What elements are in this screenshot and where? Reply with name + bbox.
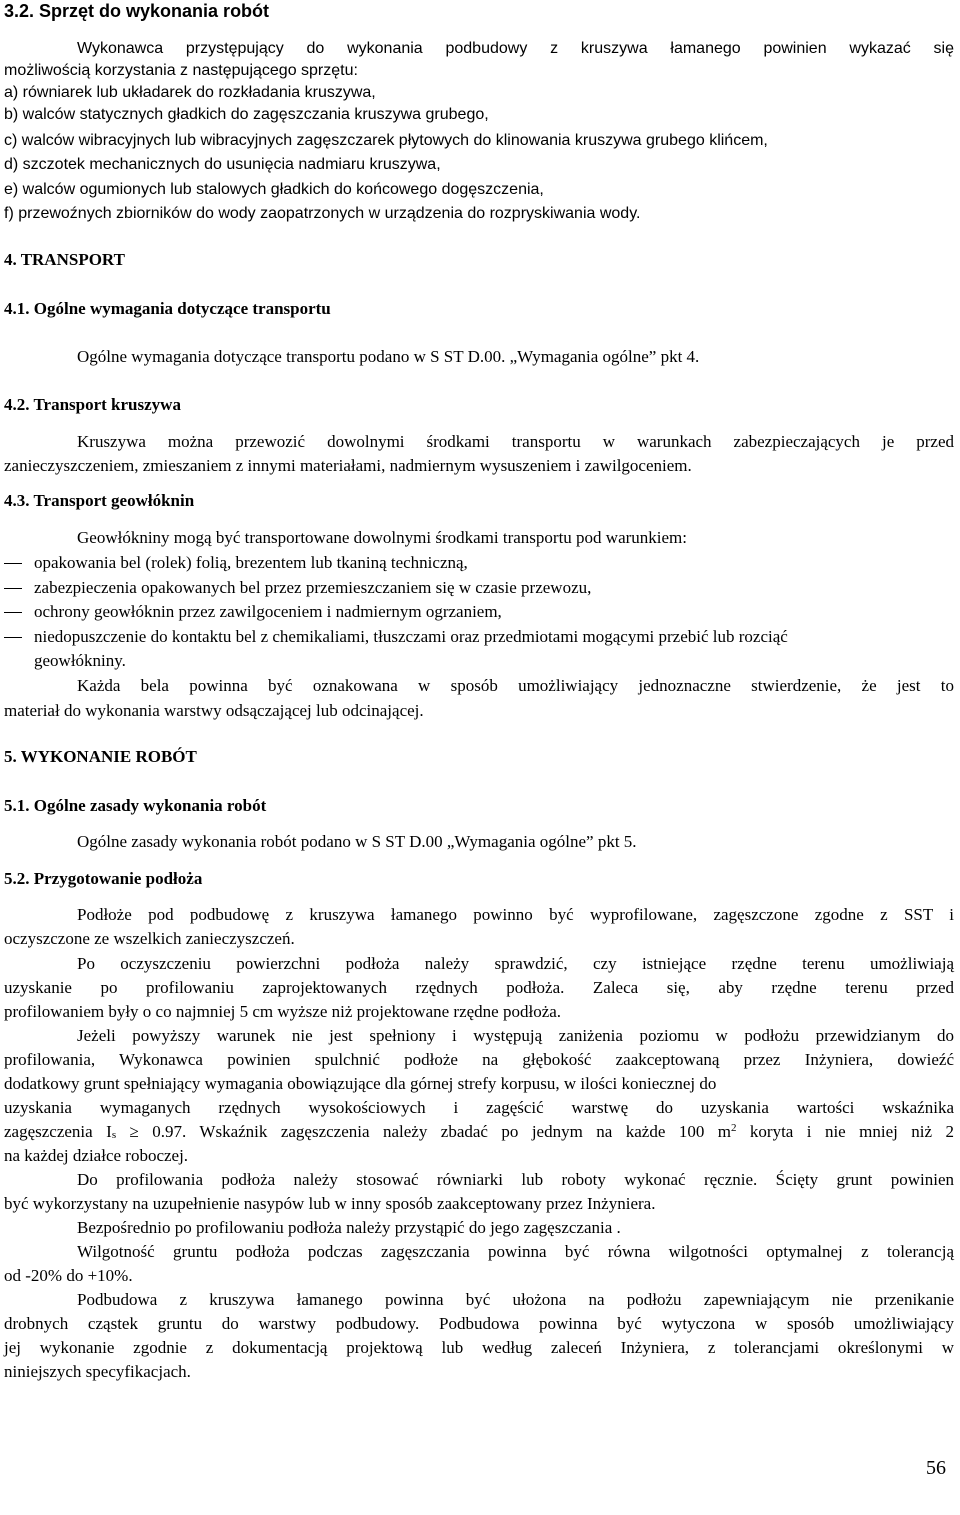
geotextile-condition-4: niedopuszczenie do kontaktu bel z chemikaliami, tłuszczami oraz przedmiotami mogącymi przebić lub rozciąć [34,627,788,646]
para-5: Bezpośrednio po profilowaniu podłoża należy przystąpić do jego zagęszczania . [77,1218,621,1237]
section-4-1-text: Ogólne wymagania dotyczące transportu podano w S ST D.00. „Wymagania ogólne” pkt 4. [77,347,700,366]
dash-bullet-icon [4,552,22,574]
geotextile-condition-2: zabezpieczenia opakowanych bel przez przemieszczaniem się w czasie przewozu, [34,578,592,597]
section-4-3-intro: Geowłókniny mogą być transportowane dowolnymi środkami transportu pod warunkiem: [77,528,687,547]
section-5-1-text: Ogólne zasady wykonania robót podano w S ST D.00 „Wymagania ogólne” pkt 5. [77,832,637,851]
equipment-item-c: c) walców wibracyjnych lub wibracyjnych zagęszczarek płytowych do klinowania kruszywa grubego klińcem, [4,132,768,149]
para-3-line-2: profilowania, Wykonawca powinien spulchnić podłoże na głębokość zaakceptowaną przez Inżyniera, dowieźć [4,1050,954,1069]
bale-marking-line-1: Każda bela powinna być oznakowana w sposób umożliwiający jednoznaczne stwierdzenie, że jest to [77,676,954,695]
page-number: 56 [926,1457,946,1479]
compaction-index-label: zagęszczenia I [4,1122,112,1141]
section-5-1-heading: 5.1. Ogólne zasady wykonania robót [4,796,267,815]
section-4-heading: 4. TRANSPORT [4,250,125,269]
para-7-line-1: Podbudowa z kruszywa łamanego powinna być ułożona na podłożu zapewniającym nie przenikanie [77,1290,954,1309]
geotextile-condition-4-cont: geowłókniny. [34,651,126,670]
section-4-1-heading: 4.1. Ogólne wymagania dotyczące transportu [4,299,331,318]
geotextile-condition-1: opakowania bel (rolek) folią, brezentem lub tkaniną techniczną, [34,553,468,572]
section-5-2-heading: 5.2. Przygotowanie podłoża [4,869,203,888]
compaction-index-text: ≥ 0.97. Wskaźnik zagęszczenia należy zbadać po jednym na każde 100 m [129,1122,731,1141]
equipment-item-f: f) przewoźnych zbiorników do wody zaopatrzonych w urządzenia do rozpryskiwania wody. [4,205,641,222]
para-6-line-2: od -20% do +10%. [4,1266,133,1285]
section-3-2-intro-line-1: Wykonawca przystępujący do wykonania podbudowy z kruszywa łamanego powinien wykazać się [77,40,954,57]
section-4-2-text-line-2: zanieczyszczeniem, zmieszaniem z innymi materiałami, nadmiernym wysuszeniem i zawilgoceniem. [4,456,692,475]
para-3-line-1: Jeżeli powyższy warunek nie jest spełniony i występują zaniżenia poziomu w podłożu przewidzianym do [77,1026,954,1045]
area-superscript: 2 [730,1122,737,1134]
dash-bullet-icon [4,601,22,623]
para-4-line-2: być wykorzystany na uzupełnienie nasypów lub w inny sposób zaakceptowany przez Inżyniera. [4,1194,656,1213]
para-7-line-2: drobnych cząstek gruntu do warstwy podbudowy. Podbudowa powinna być wytyczona w sposób umożliwiający [4,1314,954,1333]
para-3-line-3: dodatkowy grunt spełniający wymagania obowiązujące dla górnej strefy korpusu, w ilości koniecznej do [4,1074,717,1093]
equipment-item-a: a) równiarek lub układarek do rozkładania kruszywa, [4,84,376,101]
para-1-line-1: Podłoże pod podbudowę z kruszywa łamanego powinno być wyprofilowane, zagęszczone zgodne z SST i [77,905,954,924]
section-5-heading: 5. WYKONANIE ROBÓT [4,747,197,766]
para-7-line-4: niniejszych specyfikacjach. [4,1362,191,1381]
para-4-line-1: Do profilowania podłoża należy stosować równiarki lub roboty wykonać ręcznie. Ścięty grunt powinien [77,1170,954,1189]
section-4-3-heading: 4.3. Transport geowłóknin [4,491,195,510]
para-2-line-2: uzyskanie po profilowaniu zaprojektowanych rzędnych podłoża. Zaleca się, aby rzędne terenu przed [4,978,954,997]
section-4-2-text-line-1: Kruszywa można przewozić dowolnymi środkami transportu w warunkach zabezpieczających je przed [77,432,954,451]
bale-marking-line-2: materiał do wykonania warstwy odsączającej lub odcinającej. [4,701,424,720]
section-4-2-heading: 4.2. Transport kruszywa [4,395,181,414]
para-3-line-6: na każdej działce roboczej. [4,1146,189,1165]
para-1-line-2: oczyszczone ze wszelkich zanieczyszczeń. [4,929,295,948]
para-6-line-1: Wilgotność gruntu podłoża podczas zagęszczania powinna być równa wilgotności optymalnej z tolerancją [77,1242,954,1261]
para-2-line-1: Po oczyszczeniu powierzchni podłoża należy sprawdzić, czy istniejące rzędne terenu umożliwiają [77,954,954,973]
compaction-index-text-end: koryta i nie mniej niż 2 [749,1122,955,1141]
para-2-line-3: profilowaniem były o co najmniej 5 cm wyższe niż projektowane rzędne podłoża. [4,1002,562,1021]
para-3-line-4: uzyskania wymaganych rzędnych wysokościowych i zagęścić warstwę do uzyskania wartości wskaźnika [4,1098,954,1117]
dash-bullet-icon [4,577,22,599]
compaction-index-subscript: s [111,1129,117,1141]
section-3-2-heading: 3.2. Sprzęt do wykonania robót [4,1,270,21]
section-3-2-intro-line-2: możliwością korzystania z następującego sprzętu: [4,62,358,79]
dash-bullet-icon [4,626,22,648]
equipment-item-d: d) szczotek mechanicznych do usunięcia nadmiaru kruszywa, [4,156,441,173]
para-7-line-3: jej wykonanie zgodnie z dokumentacją projektową lub według zaleceń Inżyniera, z tolerancjami określonymi w [4,1338,954,1357]
geotextile-condition-3: ochrony geowłóknin przez zawilgoceniem i nadmiernym ogrzaniem, [34,602,502,621]
para-3-line-5 [4,1121,954,1143]
equipment-item-b: b) walców statycznych gładkich do zagęszczania kruszywa grubego, [4,106,489,123]
equipment-item-e: e) walców ogumionych lub stalowych gładkich do końcowego dogęszczenia, [4,181,544,198]
